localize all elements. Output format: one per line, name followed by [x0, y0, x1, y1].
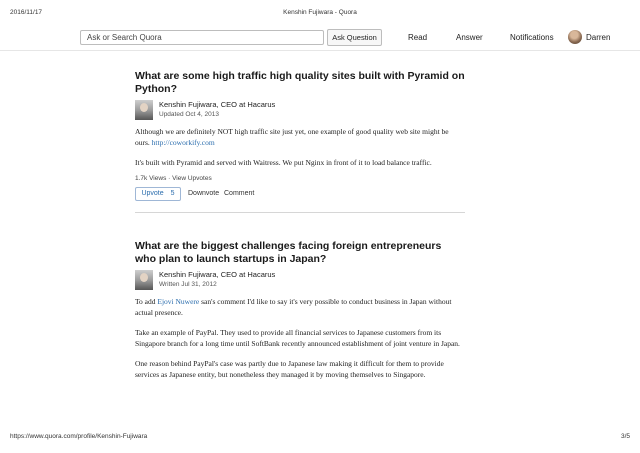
answer-paragraph: It's built with Pyramid and served with Waitress. We put Nginx in front of it to load balance traffic. — [135, 158, 432, 167]
answer-text: Although we are definitely NOT high traffic site just yet, one example of good quality web site might be ours. — [135, 127, 449, 147]
nav-answer[interactable]: Answer — [456, 33, 483, 42]
mention-link[interactable]: Ejovi Nuwere — [157, 297, 200, 306]
author-block — [135, 270, 465, 292]
print-url: https://www.quora.com/profile/Kenshin-Fujiwara — [10, 433, 148, 440]
answer-actions — [135, 187, 465, 203]
print-date: 2016/11/17 — [10, 9, 43, 16]
author-photo[interactable] — [135, 100, 153, 120]
nav-user-name[interactable]: Darren — [586, 33, 611, 42]
answer-paragraph — [135, 297, 465, 318]
author-photo[interactable] — [135, 270, 153, 290]
answer-date: Updated Oct 4, 2013 — [159, 111, 219, 118]
top-nav — [0, 26, 640, 51]
print-title: Kenshin Fujiwara - Quora — [283, 9, 357, 16]
author-block — [135, 100, 465, 122]
upvote-button[interactable] — [135, 187, 181, 201]
views-and-upvotes[interactable]: 1.7k Views · View Upvotes — [135, 174, 212, 182]
print-page-number: 3/5 — [620, 433, 630, 440]
author-name[interactable]: Kenshin Fujiwara, CEO at Hacarus — [159, 100, 276, 109]
answer-card — [135, 70, 465, 213]
nav-notifications[interactable]: Notifications — [510, 33, 554, 42]
divider — [135, 212, 465, 213]
answer-text: san's comment I'd like to say it's very possible to conduct business in Japan without actual presence. — [135, 297, 452, 317]
upvote-count: 5 — [170, 190, 175, 197]
downvote-link[interactable]: Downvote — [188, 189, 220, 197]
nav-read[interactable]: Read — [408, 33, 428, 42]
answer-paragraph: One reason behind PayPal's case was partly due to Japanese law making it difficult for them to provide services as Japanese entity, but nonetheless they managed it by moving themselves to Singapore. — [135, 359, 444, 379]
question-title[interactable]: What are the biggest challenges facing foreign entrepreneurs who plan to launch startups in Japan? — [135, 240, 442, 265]
answer-paragraph — [135, 127, 465, 148]
answer-link[interactable]: http://coworkify.com — [151, 137, 215, 147]
author-name[interactable]: Kenshin Fujiwara, CEO at Hacarus — [159, 270, 276, 279]
question-title[interactable]: What are some high traffic high quality sites built with Pyramid on Python? — [135, 70, 465, 95]
upvote-label: Upvote — [141, 190, 164, 197]
ask-question-button[interactable]: Ask Question — [327, 29, 382, 46]
answer-text: To add — [135, 297, 156, 306]
answer-date: Written Jul 31, 2012 — [159, 281, 217, 288]
search-input[interactable] — [80, 30, 324, 45]
answer-paragraph: Take an example of PayPal. They used to provide all financial services to Japanese customers from its Singapore branch for a long time until SoftBank recently announced establishment of joint venture in Japan. — [135, 328, 460, 348]
answer-card — [135, 240, 465, 380]
comment-link[interactable]: Comment — [224, 189, 255, 197]
user-avatar[interactable] — [568, 30, 582, 44]
